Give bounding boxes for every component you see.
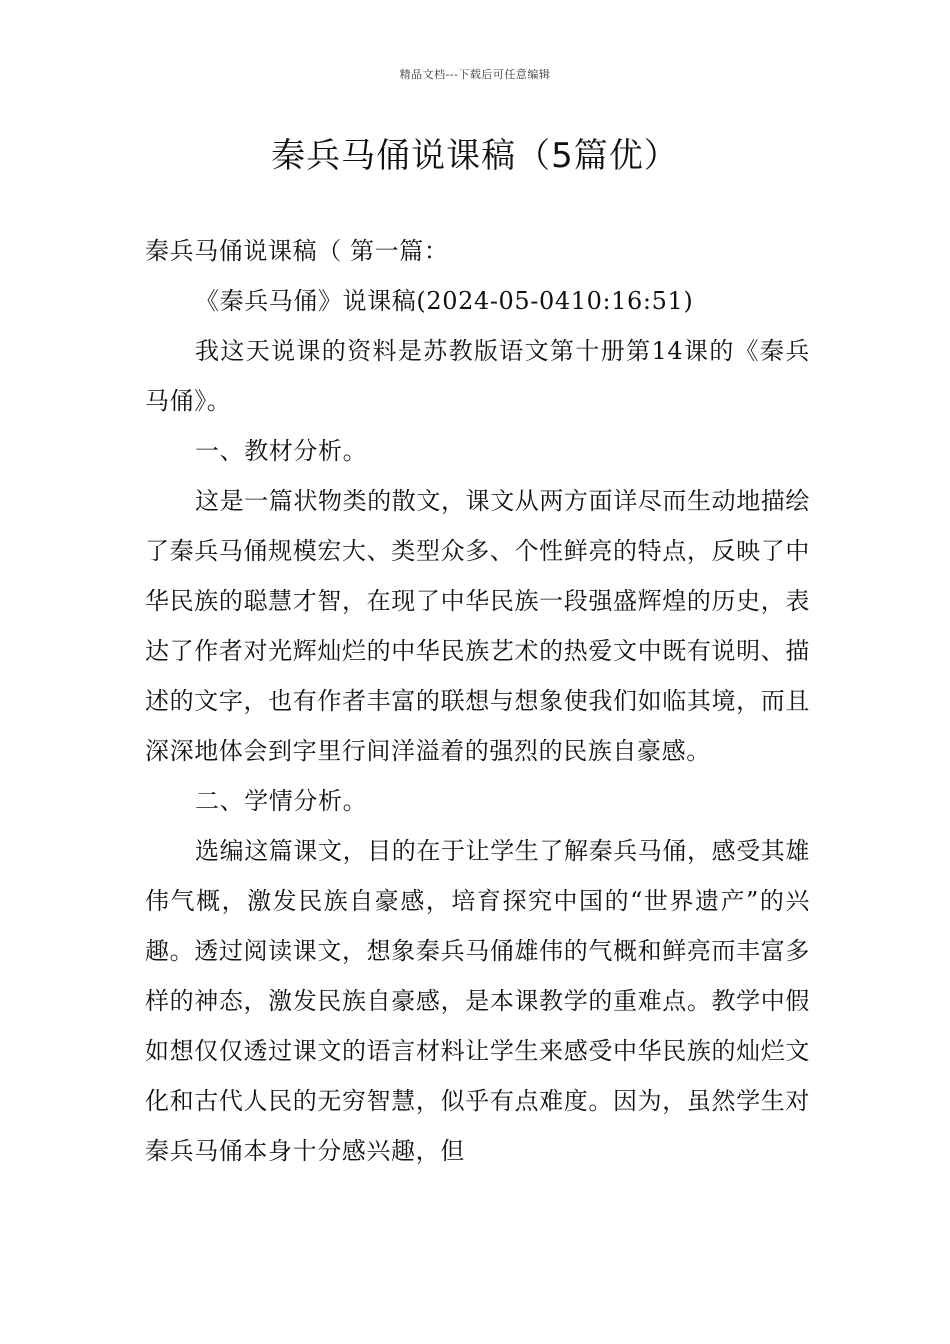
paragraph-intro: 我这天说课的资料是苏教版语文第十册第14课的《秦兵马俑》。 bbox=[145, 337, 810, 415]
paragraph-textbook-analysis: 这是一篇状物类的散文，课文从两方面详尽而生动地描绘了秦兵马俑规模宏大、类型众多、个性鲜亮的特点，反映了中华民族的聪慧才智，在现了中华民族一段强盛辉煌的历史，表达了作者对光辉灿烂的中华民族艺术的热爱文中既有说明、描述的文字，也有作者丰富的联想与想象使我们如临其境，而且深深地体会到字里行间洋溢着的强烈的民族自豪感。 bbox=[145, 487, 810, 765]
paragraph-student-analysis: 选编这篇课文，目的在于让学生了解秦兵马俑，感受其雄伟气概，激发民族自豪感，培育探究中国的“世界遗产”的兴趣。透过阅读课文，想象秦兵马俑雄伟的气概和鲜亮而丰富多样的神态，激发民族自豪感，是本课教学的重难点。教学中假如想仅仅透过课文的语言材料让学生来感受中华民族的灿烂文化和古代人民的无穷智慧，似乎有点难度。因为，虽然学生对秦兵马俑本身十分感兴趣，但 bbox=[145, 837, 810, 1165]
section-heading: 秦兵马俑说课稿（ 第一篇： bbox=[145, 237, 449, 265]
document-body bbox=[145, 226, 810, 1176]
header-note: 精品文档---下载后可任意编辑 bbox=[399, 68, 551, 81]
document-title: 秦兵马俑说课稿（5篇优） bbox=[271, 136, 679, 176]
subtitle-line: 《秦兵马俑》说课稿(2024-05-0410:16:51) bbox=[195, 287, 694, 315]
heading-student-analysis: 二、学情分析。 bbox=[195, 787, 368, 815]
heading-textbook-analysis: 一、教材分析。 bbox=[195, 437, 368, 465]
